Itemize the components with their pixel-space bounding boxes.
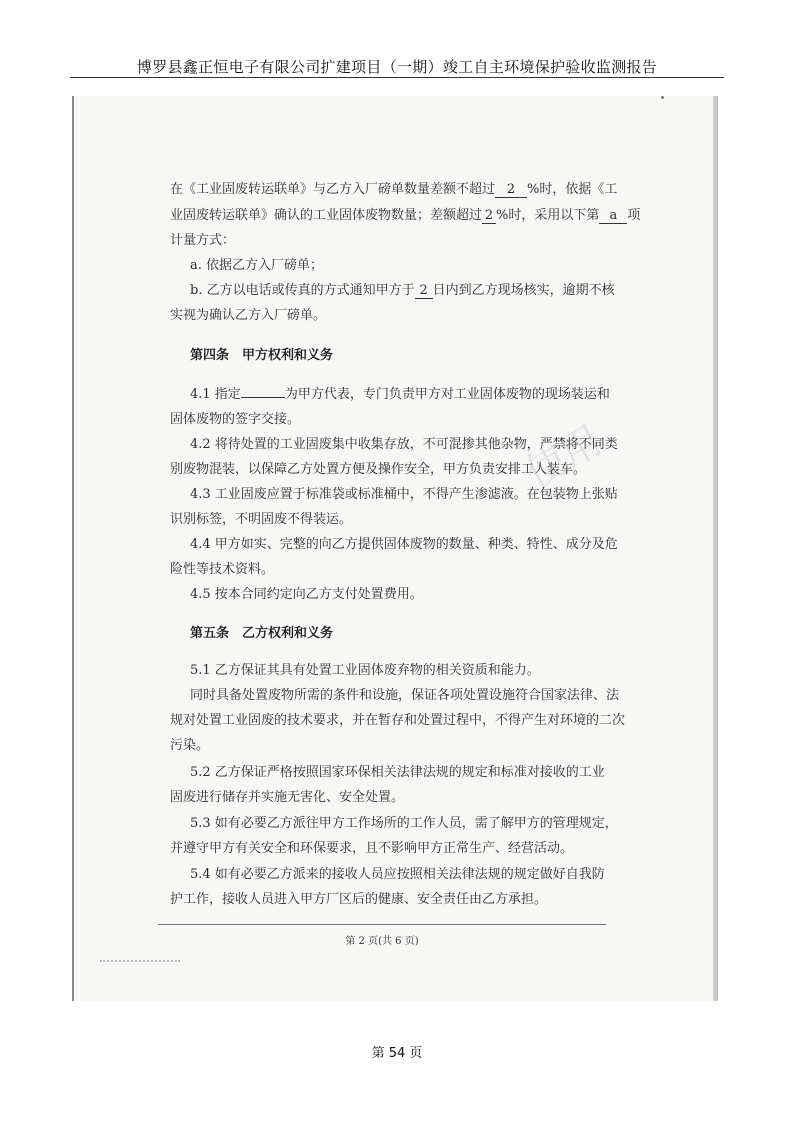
clause-4-5: 4.5 按本合同约定向乙方支付处置费用。 [190,587,423,602]
faint-handwriting-mark [100,948,180,962]
line-1: 在《工业固废转运联单》与乙方入厂磅单数量差额不超过 2 %时，依据《工 [170,182,618,197]
line-2: 业固废转运联单》确认的工业固体废物数量；差额超过 2 %时，采用以下第 a 项 [170,208,641,223]
scan-speck [661,96,664,99]
clause-4-1: 4.1 指定 为甲方代表，专门负责甲方对工业固体废物的现场装运和 [190,387,610,402]
header-rule [70,77,724,78]
clause-4-3-cont: 识别标签，不明固废不得装运。 [170,512,353,527]
line-6: 实视为确认乙方入厂磅单。 [170,308,327,323]
page-number: 第 54 页 [371,1046,423,1061]
clause-5-1-cont-3: 污染。 [170,738,210,753]
inner-footer-rule [158,924,606,925]
clause-4-3: 4.3 工业固废应置于标准袋或标准桶中，不得产生渗滤液。在包装物上张贴 [190,487,618,502]
clause-5-2: 5.2 乙方保证严格按照国家环保相关法律法规的规定和标准对接收的工业 [190,765,605,780]
clause-4-4: 4.4 甲方如实、完整的向乙方提供固体废物的数量、种类、特性、成分及危 [190,537,618,552]
scan-left-edge [72,96,74,1001]
clause-5-1-cont-2: 规对处置工业固废的技术要求，并在暂存和处置过程中，不得产生对环境的二次 [170,713,626,728]
clause-4-4-cont: 险性等技术资料。 [170,562,275,577]
clause-4-2-cont: 别废物混装，以保障乙方处置方便及操作安全，甲方负责安排工人装车。 [170,462,587,477]
scan-right-edge [713,96,718,1001]
clause-4-2: 4.2 将待处置的工业固废集中收集存放，不可混掺其他杂物，严禁将不同类 [190,437,618,452]
section-4-heading: 第四条 甲方权利和义务 [190,348,334,363]
clause-5-3-cont: 并遵守甲方有关安全和环保要求，且不影响甲方正常生产、经营活动。 [170,841,574,856]
clause-5-1: 5.1 乙方保证其具有处置工业固体废弃物的相关资质和能力。 [190,663,540,678]
clause-5-1-cont-1: 同时具备处置废物所需的条件和设施，保证各项处置设施符合国家法律、法 [190,688,620,703]
clause-5-4: 5.4 如有必要乙方派来的接收人员应按照相关法律法规的规定做好自我防 [190,867,605,882]
faint-stamp: 使用 [517,417,610,498]
clause-5-2-cont: 固废进行储存并实施无害化、安全处置。 [170,790,405,805]
line-4: a. 依据乙方入厂磅单； [190,258,324,273]
clause-5-4-cont: 护工作，接收人员进入甲方厂区后的健康、安全责任由乙方承担。 [170,892,548,907]
section-5-heading: 第五条 乙方权利和义务 [190,626,334,641]
report-header: 博罗县鑫正恒电子有限公司扩建项目（一期）竣工自主环境保护验收监测报告 [136,58,658,76]
scanned-contract-page [72,96,718,1001]
clause-4-1-cont: 固体废物的签字交接。 [170,412,301,427]
inner-page-footer: 第 2 页(共 6 页) [345,936,419,947]
line-5: b. 乙方以电话或传真的方式通知甲方于 2 日内到乙方现场核实，逾期不核 [190,283,615,298]
line-3: 计量方式： [170,233,236,248]
clause-5-3: 5.3 如有必要乙方派往甲方工作场所的工作人员，需了解甲方的管理规定， [190,816,618,831]
